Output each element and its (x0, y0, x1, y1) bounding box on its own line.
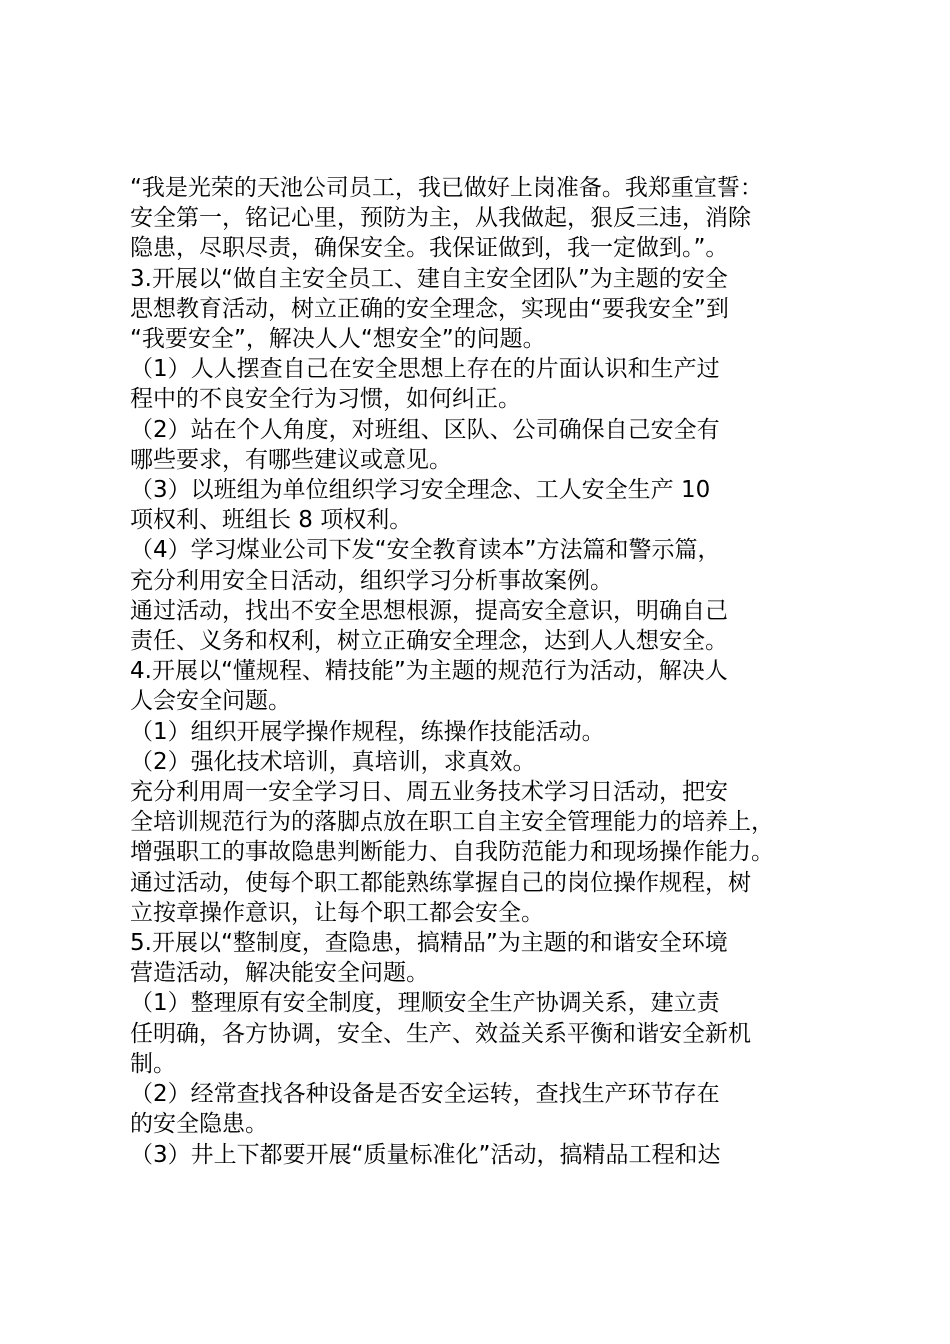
paragraph-start: 充分利用周一安全学习日、周五业务技术学习日活动，把安 (130, 779, 728, 806)
text-line: 营造活动，解决能安全问题。 (130, 960, 429, 987)
section-heading-3: 3.开展以“做自主安全员工、建自主安全团队”为主题的安全 (130, 265, 728, 292)
text-line: 思想教育活动，树立正确的安全理念，实现由“要我安全”到 (130, 295, 729, 322)
list-item-1: （1）整理原有安全制度，理顺安全生产协调关系，建立责 (130, 990, 720, 1017)
list-item-2: （2）强化技术培训，真培训，求真效。 (130, 748, 536, 775)
text-line: 全培训规范行为的落脚点放在职工自主安全管理能力的培养上， (130, 809, 774, 836)
text-line: 隐患，尽职尽责，确保安全。我保证做到，我一定做到。”。 (130, 235, 729, 262)
text-line: 程中的不良安全行为习惯，如何纠正。 (130, 386, 521, 413)
text-line: 任明确，各方协调，安全、生产、效益关系平衡和谐安全新机 (130, 1020, 751, 1047)
text-line: 项权利、班组长 8 项权利。 (130, 507, 413, 534)
section-heading-4: 4.开展以“懂规程、精技能”为主题的规范行为活动，解决人 (130, 658, 728, 685)
text-line: 增强职工的事故隐患判断能力、自我防范能力和现场操作能力。 (130, 839, 774, 866)
text-line: 通过活动，使每个职工都能熟练掌握自己的岗位操作规程，树 (130, 869, 751, 896)
text-line: 哪些要求，有哪些建议或意见。 (130, 446, 452, 473)
text-line: “我是光荣的天池公司员工，我已做好上岗准备。我郑重宣誓： (130, 175, 763, 201)
text-line: 责任、义务和权利，树立正确安全理念，达到人人想安全。 (130, 628, 728, 655)
paragraph-start: 通过活动，找出不安全思想根源，提高安全意识，明确自己 (130, 597, 728, 624)
text-line: 人会安全问题。 (130, 688, 291, 715)
text-line: 安全第一，铭记心里，预防为主，从我做起，狠反三违，消除 (130, 205, 751, 232)
list-item-3: （3）井上下都要开展“质量标准化”活动，搞精品工程和达 (130, 1141, 721, 1168)
text-line: 立按章操作意识，让每个职工都会安全。 (130, 899, 544, 926)
document-body (130, 173, 830, 1170)
list-item-3: （3）以班组为单位组织学习安全理念、工人安全生产 10 (130, 477, 711, 504)
section-heading-5: 5.开展以“整制度，查隐患，搞精品”为主题的和谐安全环境 (130, 930, 728, 957)
list-item-1: （1）人人摆查自己在安全思想上存在的片面认识和生产过 (130, 356, 720, 383)
text-line: 制。 (130, 1050, 176, 1077)
list-item-2: （2）站在个人角度，对班组、区队、公司确保自己安全有 (130, 416, 720, 443)
text-line: 充分利用安全日活动，组织学习分析事故案例。 (130, 567, 613, 594)
list-item-1: （1）组织开展学操作规程，练操作技能活动。 (130, 718, 605, 745)
list-item-2: （2）经常查找各种设备是否安全运转，查找生产环节存在 (130, 1081, 720, 1108)
text-line: “我要安全”，解决人人“想安全”的问题。 (130, 326, 546, 353)
list-item-4: （4）学习煤业公司下发“安全教育读本”方法篇和警示篇， (130, 537, 721, 564)
text-line: 的安全隐患。 (130, 1111, 268, 1138)
